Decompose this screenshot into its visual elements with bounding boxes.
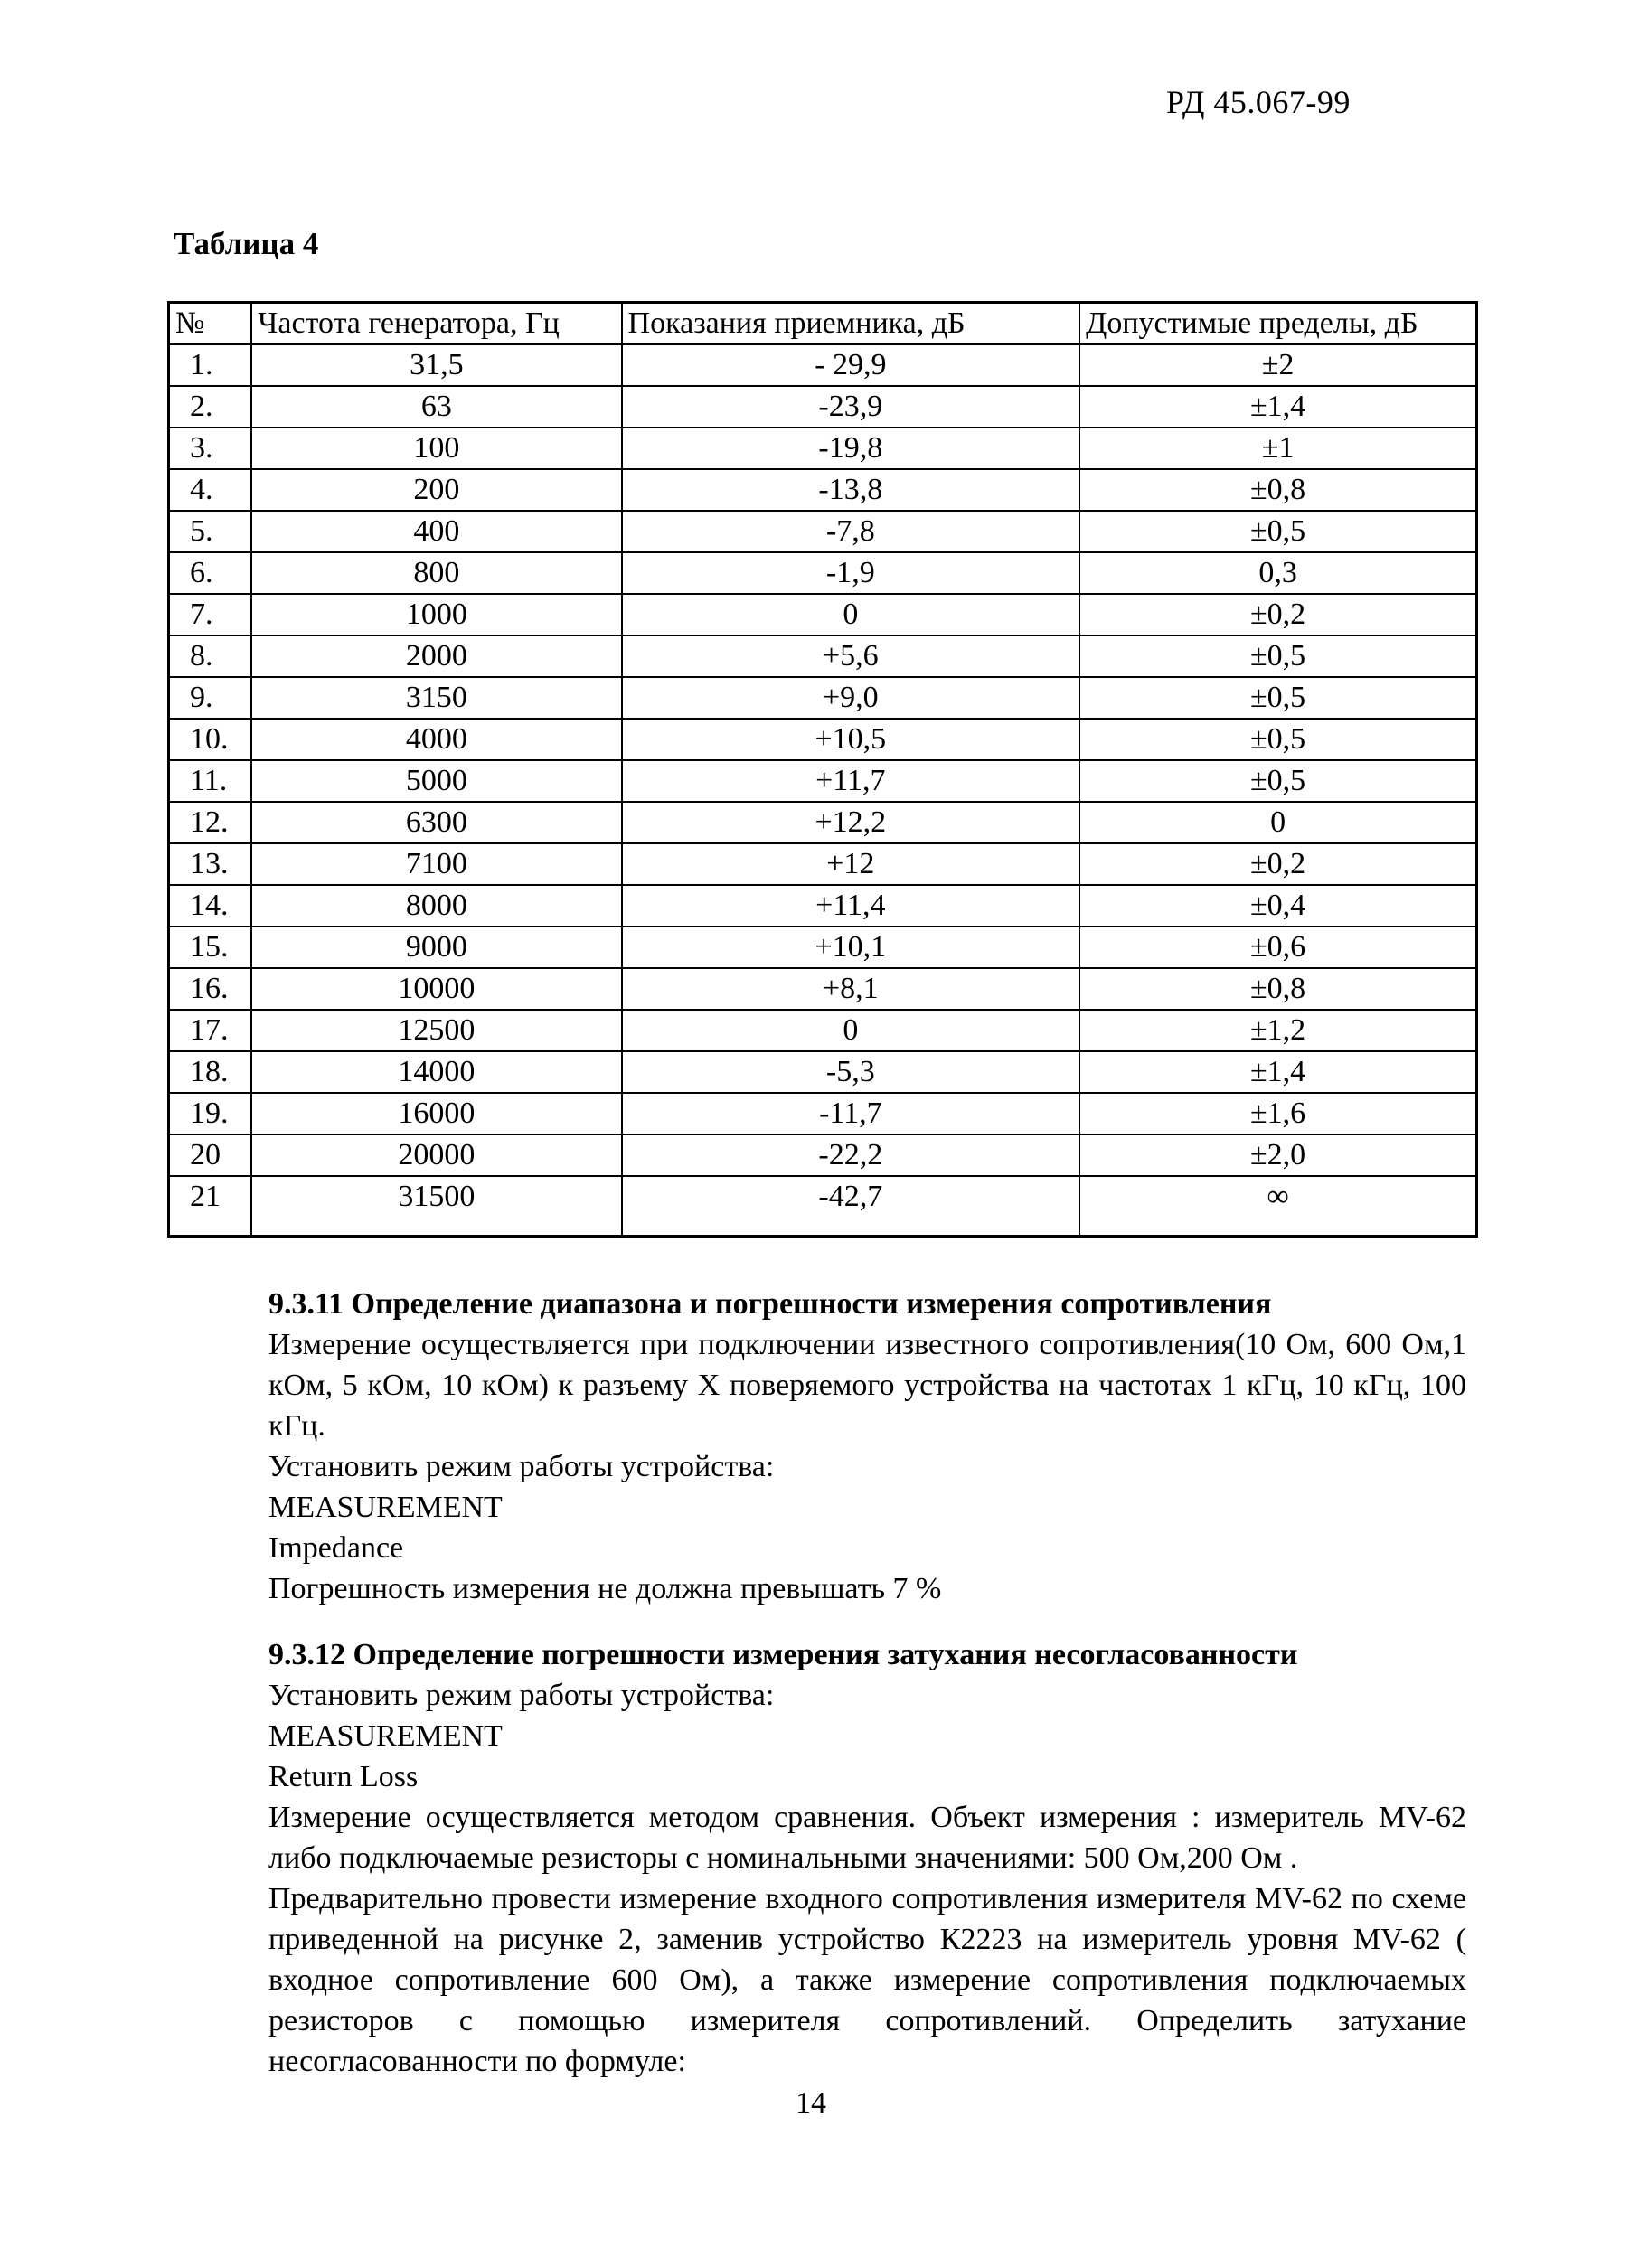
table-row (169, 719, 1477, 760)
cell-number: 16. (169, 968, 252, 1010)
table-row (169, 1176, 1477, 1237)
document-code: РД 45.067-99 (1166, 84, 1351, 120)
cell-number: 9. (169, 677, 252, 719)
cell-frequency: 63 (251, 386, 621, 428)
cell-frequency: 20000 (251, 1134, 621, 1176)
cell-limits: ±0,2 (1079, 594, 1476, 635)
cell-limits: 0 (1079, 802, 1476, 843)
cell-limits: ±0,5 (1079, 760, 1476, 802)
table-row (169, 469, 1477, 511)
cell-reading: -5,3 (622, 1051, 1080, 1093)
table-row (169, 885, 1477, 927)
table-row (169, 1051, 1477, 1093)
cell-frequency: 31500 (251, 1176, 621, 1237)
table-row (169, 927, 1477, 968)
cell-reading: -1,9 (622, 552, 1080, 594)
cell-reading: -22,2 (622, 1134, 1080, 1176)
cell-number: 15. (169, 927, 252, 968)
cell-frequency: 8000 (251, 885, 621, 927)
cell-reading: +12,2 (622, 802, 1080, 843)
cell-reading: 0 (622, 1010, 1080, 1051)
cell-limits: ±1,4 (1079, 1051, 1476, 1093)
table-row (169, 760, 1477, 802)
cell-limits: 0,3 (1079, 552, 1476, 594)
cell-number: 5. (169, 511, 252, 552)
cell-reading: +11,7 (622, 760, 1080, 802)
cell-frequency: 5000 (251, 760, 621, 802)
table-row (169, 1010, 1477, 1051)
cell-reading: -7,8 (622, 511, 1080, 552)
column-header-limits: Допустимые пределы, дБ (1079, 303, 1476, 345)
cell-reading: -42,7 (622, 1176, 1080, 1237)
column-header-number: № (169, 303, 252, 345)
cell-reading: +10,5 (622, 719, 1080, 760)
cell-reading: -23,9 (622, 386, 1080, 428)
table-row (169, 344, 1477, 386)
section-heading: 9.3.11 Определение диапазона и погрешности измерения сопротивления (268, 1287, 1272, 1321)
cell-reading: +5,6 (622, 635, 1080, 677)
cell-reading: +10,1 (622, 927, 1080, 968)
cell-number: 19. (169, 1093, 252, 1134)
cell-reading: -19,8 (622, 428, 1080, 469)
mode-item: Return Loss (268, 1760, 419, 1793)
cell-reading: - 29,9 (622, 344, 1080, 386)
cell-frequency: 800 (251, 552, 621, 594)
table-row (169, 428, 1477, 469)
cell-number: 13. (169, 843, 252, 885)
cell-limits: ±0,5 (1079, 719, 1476, 760)
cell-reading: 0 (622, 594, 1080, 635)
page-number: 14 (796, 2086, 826, 2120)
cell-frequency: 31,5 (251, 344, 621, 386)
cell-frequency: 100 (251, 428, 621, 469)
cell-frequency: 400 (251, 511, 621, 552)
cell-number: 17. (169, 1010, 252, 1051)
mode-label: Установить режим работы устройства: (268, 1450, 775, 1483)
cell-number: 1. (169, 344, 252, 386)
cell-number: 8. (169, 635, 252, 677)
cell-reading: -11,7 (622, 1093, 1080, 1134)
cell-limits: ±1,2 (1079, 1010, 1476, 1051)
cell-reading: -13,8 (622, 469, 1080, 511)
column-header-frequency: Частота генератора, Гц (251, 303, 621, 345)
cell-limits: ±1,6 (1079, 1093, 1476, 1134)
table-caption: Таблица 4 (174, 226, 319, 261)
cell-number: 6. (169, 552, 252, 594)
cell-limits: ±0,5 (1079, 635, 1476, 677)
cell-frequency: 16000 (251, 1093, 621, 1134)
cell-frequency: 9000 (251, 927, 621, 968)
mode-item: Impedance (268, 1531, 404, 1565)
table-row (169, 1134, 1477, 1176)
cell-limits: ±1,4 (1079, 386, 1476, 428)
cell-number: 3. (169, 428, 252, 469)
cell-frequency: 12500 (251, 1010, 621, 1051)
section-9-3-12 (174, 1634, 1466, 2082)
mode-label: Установить режим работы устройства: (268, 1679, 775, 1712)
table-row (169, 677, 1477, 719)
column-header-reading: Показания приемника, дБ (622, 303, 1080, 345)
cell-limits: ±2,0 (1079, 1134, 1476, 1176)
cell-frequency: 10000 (251, 968, 621, 1010)
cell-limits: ±0,8 (1079, 968, 1476, 1010)
cell-frequency: 3150 (251, 677, 621, 719)
table-row (169, 802, 1477, 843)
table-row (169, 386, 1477, 428)
cell-reading: +8,1 (622, 968, 1080, 1010)
paragraph: Измерение осуществляется методом сравнения. Объект измерения : измеритель MV-62 либо подключаемые резисторы с номинальными значениями: 500 Ом,200 Ом . (268, 1801, 1466, 1875)
cell-number: 7. (169, 594, 252, 635)
cell-number: 4. (169, 469, 252, 511)
paragraph: Предварительно провести измерение входного сопротивления измерителя MV-62 по схеме приведенной на рисунке 2, заменив устройство К2223 на измеритель уровня MV-62 ( входное сопротивление 600 Ом), а также измерение сопротивления подключаемых резисторов с помощью измерителя сопротивлений. Определить затухание несогласованности по формуле: (268, 1882, 1466, 2078)
cell-frequency: 14000 (251, 1051, 621, 1093)
cell-limits: ±1 (1079, 428, 1476, 469)
cell-limits: ±2 (1079, 344, 1476, 386)
cell-frequency: 4000 (251, 719, 621, 760)
cell-frequency: 6300 (251, 802, 621, 843)
mode-item: MEASUREMENT (268, 1491, 503, 1524)
cell-frequency: 1000 (251, 594, 621, 635)
cell-limits: ±0,2 (1079, 843, 1476, 885)
table-row (169, 843, 1477, 885)
cell-number: 12. (169, 802, 252, 843)
cell-reading: +12 (622, 843, 1080, 885)
table-row (169, 511, 1477, 552)
cell-number: 10. (169, 719, 252, 760)
cell-limits: ±0,5 (1079, 511, 1476, 552)
cell-number: 11. (169, 760, 252, 802)
cell-number: 18. (169, 1051, 252, 1093)
cell-limits: ±0,6 (1079, 927, 1476, 968)
cell-limits: ±0,8 (1079, 469, 1476, 511)
cell-frequency: 200 (251, 469, 621, 511)
cell-number: 20 (169, 1134, 252, 1176)
paragraph: Измерение осуществляется при подключении известного сопротивления(10 Ом, 600 Ом,1 кОм, 5 кОм, 10 кОм) к разъему X поверяемого устройства на частотах 1 кГц, 10 кГц, 100 кГц. (268, 1328, 1466, 1443)
cell-frequency: 7100 (251, 843, 621, 885)
table-body (169, 344, 1477, 1237)
cell-limits: ∞ (1079, 1176, 1476, 1237)
cell-frequency: 2000 (251, 635, 621, 677)
cell-number: 14. (169, 885, 252, 927)
cell-number: 2. (169, 386, 252, 428)
mode-item: MEASUREMENT (268, 1719, 503, 1753)
table-header-row (169, 303, 1477, 345)
cell-number: 21 (169, 1176, 252, 1237)
section-heading: 9.3.12 Определение погрешности измерения затухания несогласованности (268, 1638, 1298, 1671)
table-row (169, 968, 1477, 1010)
table-row (169, 594, 1477, 635)
cell-reading: +9,0 (622, 677, 1080, 719)
section-9-3-11 (174, 1284, 1466, 1609)
table-row (169, 552, 1477, 594)
error-note: Погрешность измерения не должна превышать 7 % (268, 1572, 942, 1605)
cell-reading: +11,4 (622, 885, 1080, 927)
cell-limits: ±0,5 (1079, 677, 1476, 719)
cell-limits: ±0,4 (1079, 885, 1476, 927)
measurement-table (167, 301, 1478, 1238)
table-row (169, 1093, 1477, 1134)
table-row (169, 635, 1477, 677)
